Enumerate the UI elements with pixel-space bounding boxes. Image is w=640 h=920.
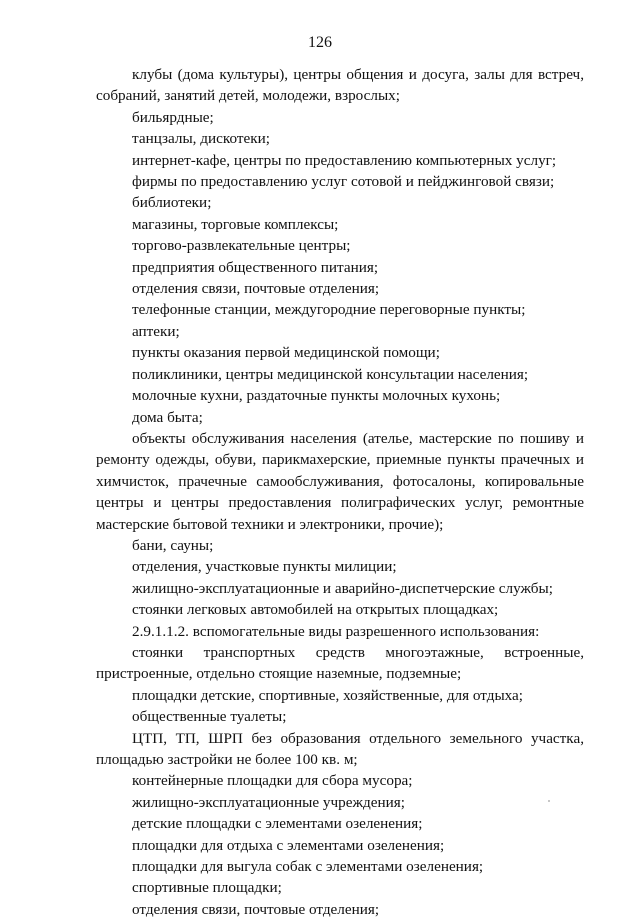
paragraph: площадки для отдыха с элементами озеленения;: [132, 836, 445, 854]
paragraph: танцзалы, дискотеки;: [132, 130, 270, 148]
paragraph: спортивные площадки;: [132, 879, 282, 897]
paragraph: отделения связи, почтовые отделения;: [132, 900, 380, 918]
paragraph: аптеки;: [132, 322, 180, 340]
paragraph: интернет-кафе, центры по предоставлению компьютерных услуг;: [132, 151, 557, 169]
paragraph: детские площадки с элементами озеленения;: [132, 815, 423, 833]
paragraph: жилищно-эксплуатационные учреждения;: [132, 793, 405, 811]
paragraph: клубы (дома культуры), центры общения и досуга, залы для встреч, собраний, занятий детей, молодежи, взрослых;: [96, 66, 584, 105]
paragraph: фирмы по предоставлению услуг сотовой и пейджинговой связи;: [132, 173, 555, 191]
paragraph: жилищно-эксплуатационные и аварийно-диспетчерские службы;: [132, 579, 553, 597]
paragraph: предприятия общественного питания;: [132, 258, 379, 276]
paragraph: библиотеки;: [132, 194, 212, 212]
scan-speck: [548, 800, 550, 802]
paragraph: площадки детские, спортивные, хозяйственные, для отдыха;: [132, 686, 524, 704]
paragraph: магазины, торговые комплексы;: [132, 215, 339, 233]
paragraph: бани, сауны;: [132, 536, 214, 554]
paragraph: телефонные станции, междугородние переговорные пункты;: [132, 301, 526, 319]
document-body: [96, 64, 584, 920]
paragraph: бильярдные;: [132, 108, 214, 126]
paragraph: поликлиники, центры медицинской консультации населения;: [132, 365, 529, 383]
paragraph: пункты оказания первой медицинской помощи;: [132, 344, 440, 362]
paragraph: общественные туалеты;: [132, 708, 287, 726]
paragraph: контейнерные площадки для сбора мусора;: [132, 772, 413, 790]
paragraph: молочные кухни, раздаточные пункты молочных кухонь;: [132, 387, 501, 405]
paragraph: стоянки легковых автомобилей на открытых площадках;: [132, 601, 499, 619]
paragraph: стоянки транспортных средств многоэтажные, встроенные, пристроенные, отдельно стоящие наземные, подземные;: [96, 643, 584, 683]
page-number: 126: [308, 34, 332, 51]
paragraph: отделения связи, почтовые отделения;: [132, 280, 380, 298]
paragraph: торгово-развлекательные центры;: [132, 237, 351, 255]
section-heading: 2.9.1.1.2. вспомогательные виды разрешенного использования:: [132, 622, 540, 640]
paragraph: объекты обслуживания населения (ателье, мастерские по пошиву и ремонту одежды, обуви, парикмахерские, приемные пункты прачечных и химчисток, прачечные самообслуживания, фотосалоны, копировальные центры и центры предоставления полиграфических услуг, ремонтные мастерские бытовой техники и электроники, прочие);: [96, 429, 584, 533]
paragraph: ЦТП, ТП, ШРП без образования отдельного земельного участка, площадью застройки не более 100 кв. м;: [96, 729, 584, 768]
paragraph: дома быта;: [132, 408, 203, 426]
paragraph: площадки для выгула собак с элементами озеленения;: [132, 858, 484, 876]
paragraph: отделения, участковые пункты милиции;: [132, 558, 397, 576]
